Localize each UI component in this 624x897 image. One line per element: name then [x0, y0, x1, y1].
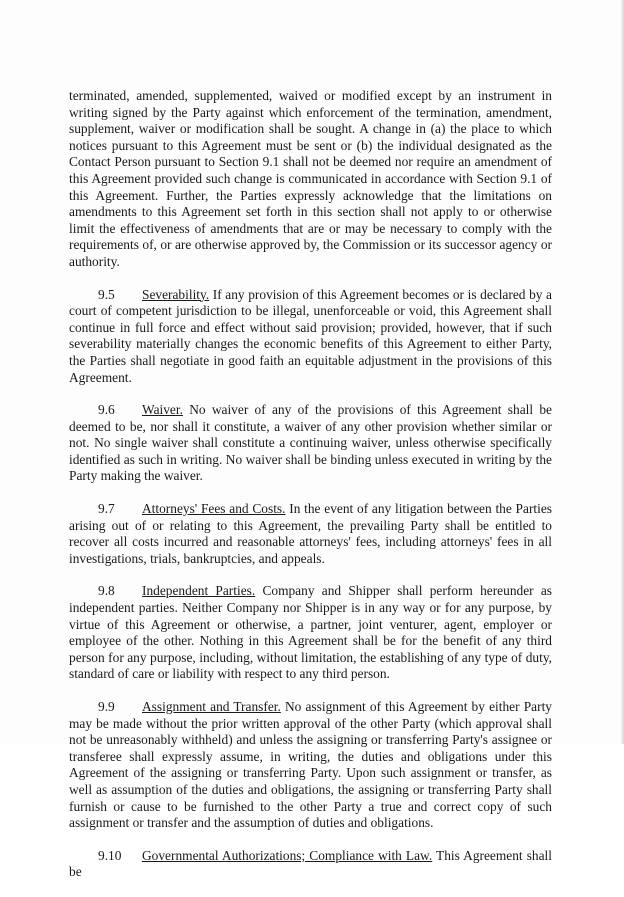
- section-heading: Assignment and Transfer.: [142, 699, 281, 714]
- section-text: In the event of any litigation between the Parties arising out of or relating to this Agreement, the prevailing Party shall be entitled to recover all costs incurred and reasonable attorneys' fees, including attorneys' fees in all investigations, trials, bankruptcies, and appeals.: [69, 501, 553, 566]
- section-text: If any provision of this Agreement becomes or is declared by a court of competent jurisdiction to be illegal, unenforceable or void, this Agreement shall continue in full force and effect without said provision; provided, however, that if such severability materially changes the economic benefits of this Agreement to either Party, the Parties shall negotiate in good faith an equitable adjustment in the provisions of this Agreement.: [69, 286, 552, 385]
- section-9-6: [69, 402, 552, 485]
- continuation-paragraph: terminated, amended, supplemented, waived or modified except by an instrument in writing signed by the Party against which enforcement of the termination, amendment, supplement, waiver or modification shall be sought. A change in (a) the place to which notices pursuant to this Agreement must be sent or (b) the individual designated as the Contact Person pursuant to Section 9.1 shall not be deemed nor require an amendment of this Agreement provided such change is communicated in accordance with Section 9.1 of this Agreement. Further, the Parties expressly acknowledge that the limitations on amendments to this Agreement set forth in this section shall not apply to or otherwise limit the effectiveness of amendments that are or may be necessary to comply with the requirements of, or are otherwise approved by, the Commission or its successor agency or authority.: [69, 88, 552, 269]
- section-9-10: [69, 848, 552, 881]
- section-text: This Agreement shall be: [69, 847, 552, 880]
- document-body: [69, 88, 552, 897]
- section-heading: Governmental Authorizations; Compliance with Law.: [142, 847, 433, 863]
- section-heading: Severability.: [142, 286, 210, 302]
- section-9-5: [69, 287, 552, 387]
- section-text: No assignment of this Agreement by either Party may be made without the prior written approval of the other Party (which approval shall not be unreasonably withheld) and unless the assigning or transferring Party's assignee or transferee shall expressly assume, in writing, the duties and obligations under this Agreement of the assigning or transferring Party. Upon such assignment or transfer, as well as assumption of the duties and obligations, the assigning or transferring Party shall furnish or cause to be furnished to the other Party a true and correct copy of such assignment or transfer and the assumption of duties and obligations.: [69, 699, 552, 831]
- section-number: 9.6: [98, 402, 115, 418]
- section-number: 9.8: [98, 583, 115, 599]
- section-text: No waiver of any of the provisions of this Agreement shall be deemed to be, nor shall it constitute, a waiver of any other provision whether similar or not. No single waiver shall constitute a continuing waiver, unless otherwise specifically identified as such in writing. No waiver shall be binding unless executed in writing by the Party making the waiver.: [69, 402, 552, 484]
- section-9-8: [69, 583, 552, 683]
- section-heading: Independent Parties.: [142, 583, 256, 599]
- section-heading: Waiver.: [142, 402, 183, 418]
- section-number: 9.10: [98, 847, 122, 863]
- section-9-7: [69, 501, 552, 567]
- section-text: Company and Shipper shall perform hereunder as independent parties. Neither Company nor Shipper is in any way or for any purpose, by virtue of this Agreement or otherwise, a partner, joint venturer, agent, employer or employee of the other. Nothing in this Agreement shall be for the benefit of any third person for any purpose, including, without limitation, the establishing of any type of duty, standard of care or liability with respect to any third person.: [69, 583, 552, 682]
- section-number: 9.5: [98, 286, 115, 302]
- section-9-9: [69, 699, 552, 832]
- section-number: 9.9: [98, 699, 115, 714]
- section-number: 9.7: [98, 501, 115, 517]
- section-heading: Attorneys' Fees and Costs.: [142, 501, 286, 517]
